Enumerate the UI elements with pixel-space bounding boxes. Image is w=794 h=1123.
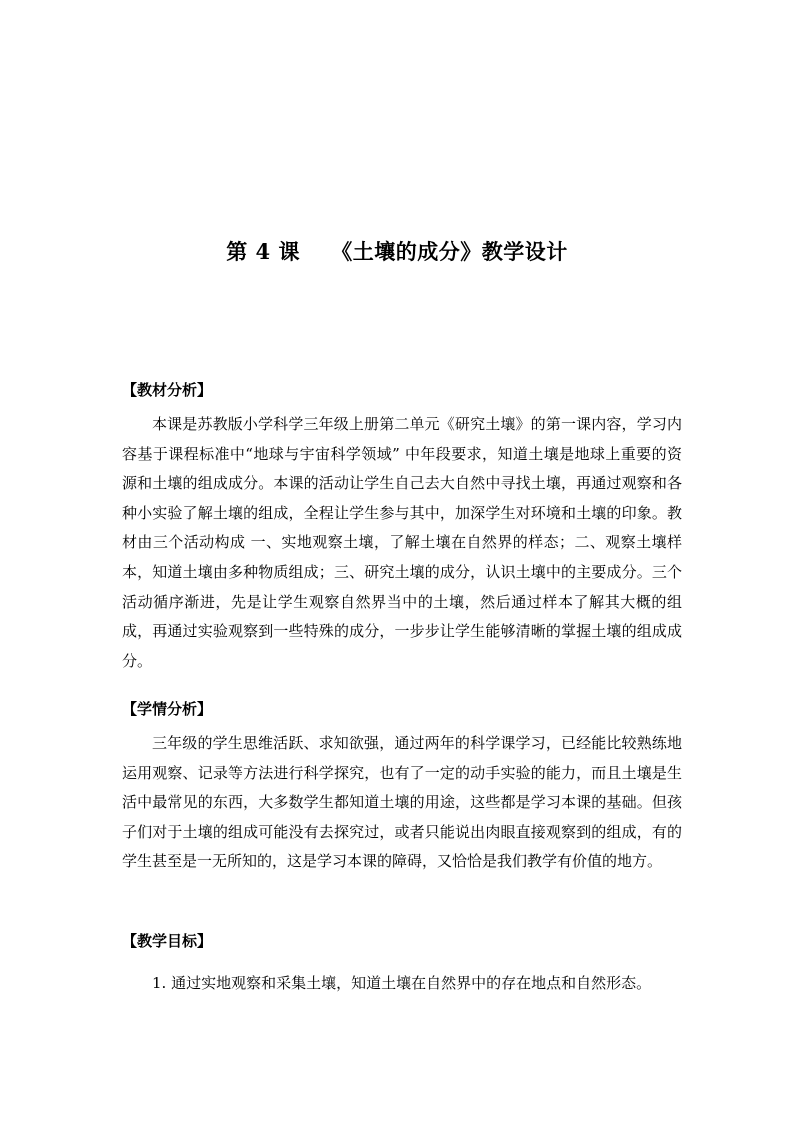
section-paragraph: 三年级的学生思维活跃、求知欲强，通过两年的科学课学习，已经能比较熟练地运用观察、记录等方法进行科学探究，也有了一定的动手实验的能力，而且土壤是生活中最常见的东西，大多数学生都知道土壤的用途，这些都是学习本课的基础。但孩子们对于土壤的组成可能没有去探究过，或者只能说出肉眼直接观察到的组成，有的学生甚至是一无所知的，这是学习本课的障碍，又恰恰是我们教学有价值的地方。 bbox=[122, 734, 682, 871]
section-textbook-analysis bbox=[122, 378, 682, 676]
section-teaching-objectives bbox=[122, 929, 682, 995]
section-learner-analysis bbox=[122, 697, 682, 877]
section-paragraph: 本课是苏教版小学科学三年级上册第二单元《研究土壤》的第一课内容，学习内容基于课程标准中“地球与宇宙科学领域” 中年段要求，知道土壤是地球上重要的资源和土壤的组成成分。本课的活动让学生自己去大自然中寻找土壤，再通过观察和各种小实验了解土壤的组成，全程让学生参与其中，加深学生对环境和土壤的印象。教材由三个活动构成 一、实地观察土壤，了解土壤在自然界的样态；二、观察土壤样本，知道土壤由多种物质组成；三、研究土壤的成分，认识土壤中的主要成分。三个活动循序渐进，先是让学生观察自然界当中的土壤，然后通过样本了解其大概的组成，再通过实验观察到一些特殊的成分，一步步让学生能够清晰的掌握土壤的组成成分。 bbox=[122, 415, 682, 670]
section-heading: 【教学目标】 bbox=[122, 932, 213, 950]
section-heading: 【教材分析】 bbox=[122, 381, 213, 399]
objective-item: 1. 通过实地观察和采集土壤，知道土壤在自然界中的存在地点和自然形态。 bbox=[152, 974, 652, 992]
document-title: 第 4 课 《土壤的成分》教学设计 bbox=[226, 239, 568, 264]
section-heading: 【学情分析】 bbox=[122, 700, 213, 718]
